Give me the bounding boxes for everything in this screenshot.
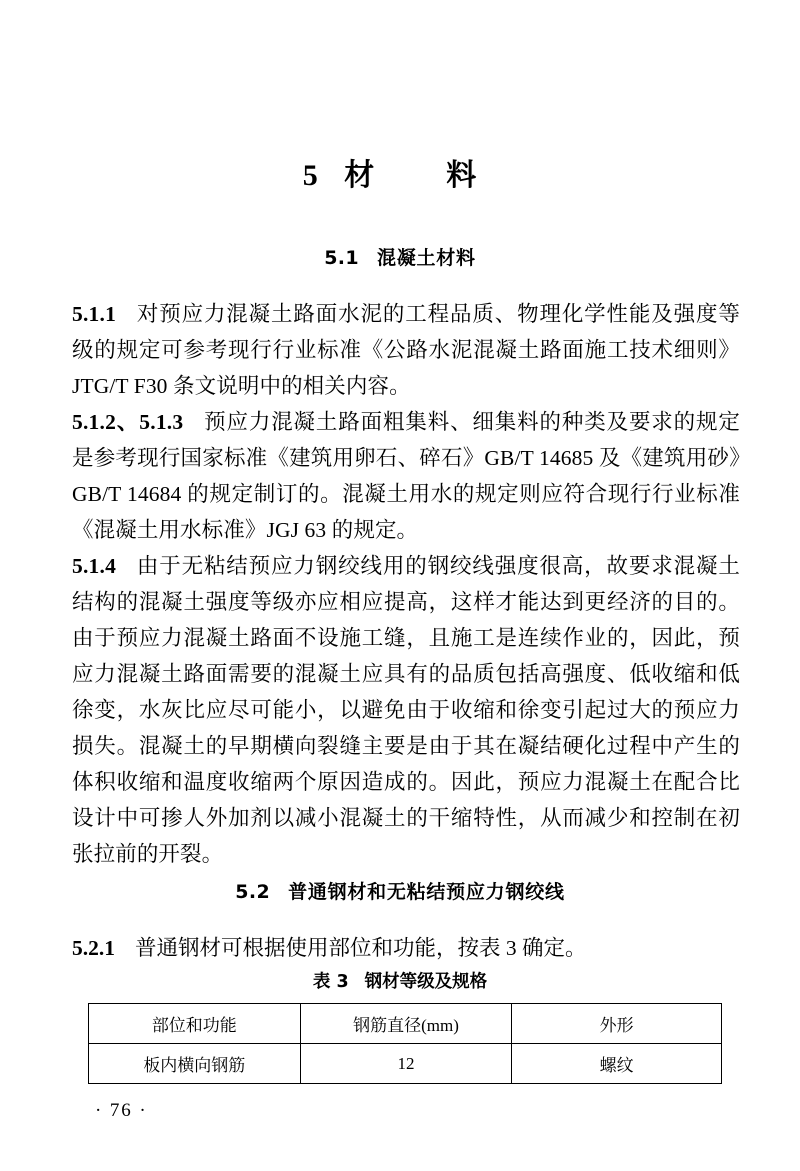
clause-5-1-4 (72, 548, 740, 872)
clause-5-1-1 (72, 296, 740, 404)
section-number: 5.1 (324, 247, 359, 269)
steel-grade-spec-table (88, 1003, 722, 1084)
section-heading-5-2 (0, 877, 800, 904)
table-header-row (89, 1004, 722, 1044)
clause-text: 对预应力混凝土路面水泥的工程品质、物理化学性能及强度等级的规定可参考现行行业标准《公路水泥混凝土路面施工技术细则》JTG/T F30 条文说明中的相关内容。 (72, 302, 740, 398)
table-cell: 12 (300, 1044, 512, 1084)
table-caption-title: 钢材等级及规格 (364, 972, 488, 992)
section-number: 5.2 (235, 881, 271, 903)
page-number: · 76 · (95, 1100, 148, 1121)
clause-label: 5.1.4 (72, 554, 117, 578)
section-title: 混凝土材料 (377, 247, 476, 269)
table-header-cell: 钢筋直径(mm) (300, 1004, 512, 1044)
clause-text: 普通钢材可根据使用部位和功能，按表 3 确定。 (135, 936, 587, 960)
clause-label: 5.2.1 (72, 936, 115, 960)
body-text-area (72, 296, 740, 872)
table-caption-number: 表 3 (312, 972, 349, 992)
section-title: 普通钢材和无粘结预应力钢绞线 (288, 881, 565, 903)
section-heading-5-1 (0, 243, 800, 270)
clause-text: 由于无粘结预应力钢绞线用的钢绞线强度很高，故要求混凝土结构的混凝土强度等级亦应相应提高，这样才能达到更经济的目的。由于预应力混凝土路面不设施工缝，且施工是连续作业的，因此，预应力混凝土路面需要的混凝土应具有的品质包括高强度、低收缩和低徐变，水灰比应尽可能小，以避免由于收缩和徐变引起过大的预应力损失。混凝土的早期横向裂缝主要是由于其在凝结硬化过程中产生的体积收缩和温度收缩两个原因造成的。因此，预应力混凝土在配合比设计中可掺人外加剂以减小混凝土的干缩特性，从而减少和控制在初张拉前的开裂。 (72, 554, 740, 866)
table-row (89, 1044, 722, 1084)
clause-text: 预应力混凝土路面粗集料、细集料的种类及要求的规定是参考现行国家标准《建筑用卵石、碎石》GB/T 14685 及《建筑用砂》GB/T 14684 的规定制订的。混凝土用水的规定则应符合现行行业标准《混凝土用水标准》JGJ 63 的规定。 (72, 410, 740, 542)
clause-5-2-1 (72, 930, 740, 966)
chapter-title (0, 150, 800, 194)
table-header-cell: 部位和功能 (89, 1004, 301, 1044)
clause-5-1-2-5-1-3 (72, 404, 740, 548)
table-cell: 螺纹 (512, 1044, 722, 1084)
table-caption (0, 968, 800, 993)
table-cell: 板内横向钢筋 (89, 1044, 301, 1084)
clause-label: 5.1.2、5.1.3 (72, 410, 184, 434)
clause-label: 5.1.1 (72, 302, 117, 326)
chapter-title-text: 材 料 (344, 159, 498, 192)
chapter-number: 5 (302, 159, 319, 192)
table-header-cell: 外形 (512, 1004, 722, 1044)
